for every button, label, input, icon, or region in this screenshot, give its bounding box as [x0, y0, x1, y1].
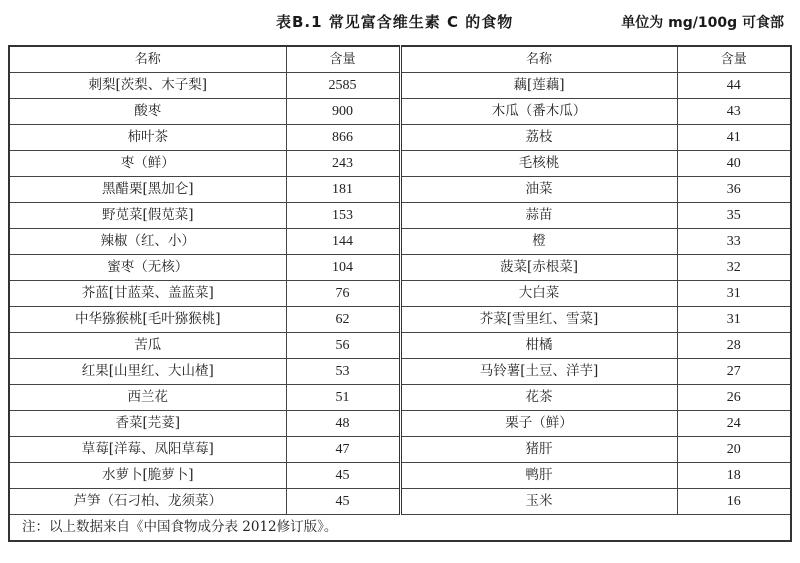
- left-vitamin-c-amount: 866: [286, 125, 400, 151]
- vitamin-c-foods-table: [8, 45, 792, 542]
- header-name-right: 名称: [400, 46, 677, 73]
- left-vitamin-c-amount: 900: [286, 99, 400, 125]
- left-food-name: 香菜[芫荽]: [9, 411, 286, 437]
- right-vitamin-c-amount: 40: [677, 151, 791, 177]
- left-vitamin-c-amount: 56: [286, 333, 400, 359]
- table-row: [9, 333, 791, 359]
- right-food-name: 栗子（鲜）: [400, 411, 677, 437]
- right-food-name: 荔枝: [400, 125, 677, 151]
- right-vitamin-c-amount: 18: [677, 463, 791, 489]
- right-food-name: 橙: [400, 229, 677, 255]
- header-amount-right: 含量: [677, 46, 791, 73]
- left-food-name: 野苋菜[假苋菜]: [9, 203, 286, 229]
- right-vitamin-c-amount: 31: [677, 281, 791, 307]
- right-food-name: 花茶: [400, 385, 677, 411]
- left-vitamin-c-amount: 47: [286, 437, 400, 463]
- table-caption: [0, 8, 800, 34]
- right-vitamin-c-amount: 28: [677, 333, 791, 359]
- unit-label: 单位为 mg/100g 可食部: [621, 15, 784, 31]
- right-vitamin-c-amount: 27: [677, 359, 791, 385]
- right-food-name: 大白菜: [400, 281, 677, 307]
- left-vitamin-c-amount: 144: [286, 229, 400, 255]
- table-row: [9, 307, 791, 333]
- left-food-name: 西兰花: [9, 385, 286, 411]
- right-vitamin-c-amount: 41: [677, 125, 791, 151]
- right-vitamin-c-amount: 33: [677, 229, 791, 255]
- right-vitamin-c-amount: 44: [677, 73, 791, 99]
- right-food-name: 毛核桃: [400, 151, 677, 177]
- right-food-name: 鸭肝: [400, 463, 677, 489]
- left-vitamin-c-amount: 53: [286, 359, 400, 385]
- table-row: [9, 255, 791, 281]
- table-row: [9, 151, 791, 177]
- right-vitamin-c-amount: 24: [677, 411, 791, 437]
- right-food-name: 马铃薯[土豆、洋芋]: [400, 359, 677, 385]
- left-food-name: 草莓[洋莓、凤阳草莓]: [9, 437, 286, 463]
- right-food-name: 藕[莲藕]: [400, 73, 677, 99]
- header-name-left: 名称: [9, 46, 286, 73]
- table-row: [9, 281, 791, 307]
- left-vitamin-c-amount: 243: [286, 151, 400, 177]
- left-food-name: 黑醋栗[黑加仑]: [9, 177, 286, 203]
- table-row: [9, 437, 791, 463]
- left-vitamin-c-amount: 181: [286, 177, 400, 203]
- left-food-name: 刺梨[茨梨、木子梨]: [9, 73, 286, 99]
- left-food-name: 辣椒（红、小）: [9, 229, 286, 255]
- table-row: [9, 463, 791, 489]
- left-vitamin-c-amount: 51: [286, 385, 400, 411]
- right-food-name: 木瓜（番木瓜）: [400, 99, 677, 125]
- left-food-name: 芥蓝[甘蓝菜、盖蓝菜]: [9, 281, 286, 307]
- left-vitamin-c-amount: 2585: [286, 73, 400, 99]
- table-row: [9, 203, 791, 229]
- table-note-row: [9, 515, 791, 542]
- left-food-name: 芦笋（石刁柏、龙须菜）: [9, 489, 286, 515]
- table-row: [9, 385, 791, 411]
- table-row: [9, 125, 791, 151]
- right-vitamin-c-amount: 43: [677, 99, 791, 125]
- right-food-name: 芥菜[雪里红、雪菜]: [400, 307, 677, 333]
- right-food-name: 柑橘: [400, 333, 677, 359]
- table-row: [9, 99, 791, 125]
- left-food-name: 中华猕猴桃[毛叶猕猴桃]: [9, 307, 286, 333]
- table-row: [9, 359, 791, 385]
- right-vitamin-c-amount: 31: [677, 307, 791, 333]
- table-row: [9, 229, 791, 255]
- table-row: [9, 177, 791, 203]
- table-body: [9, 73, 791, 515]
- right-food-name: 猪肝: [400, 437, 677, 463]
- right-vitamin-c-amount: 20: [677, 437, 791, 463]
- left-vitamin-c-amount: 153: [286, 203, 400, 229]
- left-vitamin-c-amount: 45: [286, 489, 400, 515]
- table-row: [9, 489, 791, 515]
- right-vitamin-c-amount: 26: [677, 385, 791, 411]
- right-vitamin-c-amount: 35: [677, 203, 791, 229]
- left-food-name: 水萝卜[脆萝卜]: [9, 463, 286, 489]
- left-vitamin-c-amount: 48: [286, 411, 400, 437]
- left-vitamin-c-amount: 62: [286, 307, 400, 333]
- left-food-name: 蜜枣（无核）: [9, 255, 286, 281]
- right-food-name: 玉米: [400, 489, 677, 515]
- header-amount-left: 含量: [286, 46, 400, 73]
- table-title: 表B.1 常见富含维生素 C 的食物: [276, 13, 514, 31]
- right-food-name: 油菜: [400, 177, 677, 203]
- table-row: [9, 73, 791, 99]
- right-vitamin-c-amount: 16: [677, 489, 791, 515]
- left-vitamin-c-amount: 45: [286, 463, 400, 489]
- right-vitamin-c-amount: 36: [677, 177, 791, 203]
- right-food-name: 蒜苗: [400, 203, 677, 229]
- left-food-name: 红果[山里红、大山楂]: [9, 359, 286, 385]
- left-vitamin-c-amount: 104: [286, 255, 400, 281]
- left-food-name: 苦瓜: [9, 333, 286, 359]
- table-header-row: [9, 46, 791, 73]
- right-vitamin-c-amount: 32: [677, 255, 791, 281]
- table-row: [9, 411, 791, 437]
- left-food-name: 酸枣: [9, 99, 286, 125]
- table-note: 注：以上数据来自《中国食物成分表 2012修订版》。: [9, 515, 791, 542]
- left-food-name: 柿叶茶: [9, 125, 286, 151]
- left-vitamin-c-amount: 76: [286, 281, 400, 307]
- left-food-name: 枣（鲜）: [9, 151, 286, 177]
- right-food-name: 菠菜[赤根菜]: [400, 255, 677, 281]
